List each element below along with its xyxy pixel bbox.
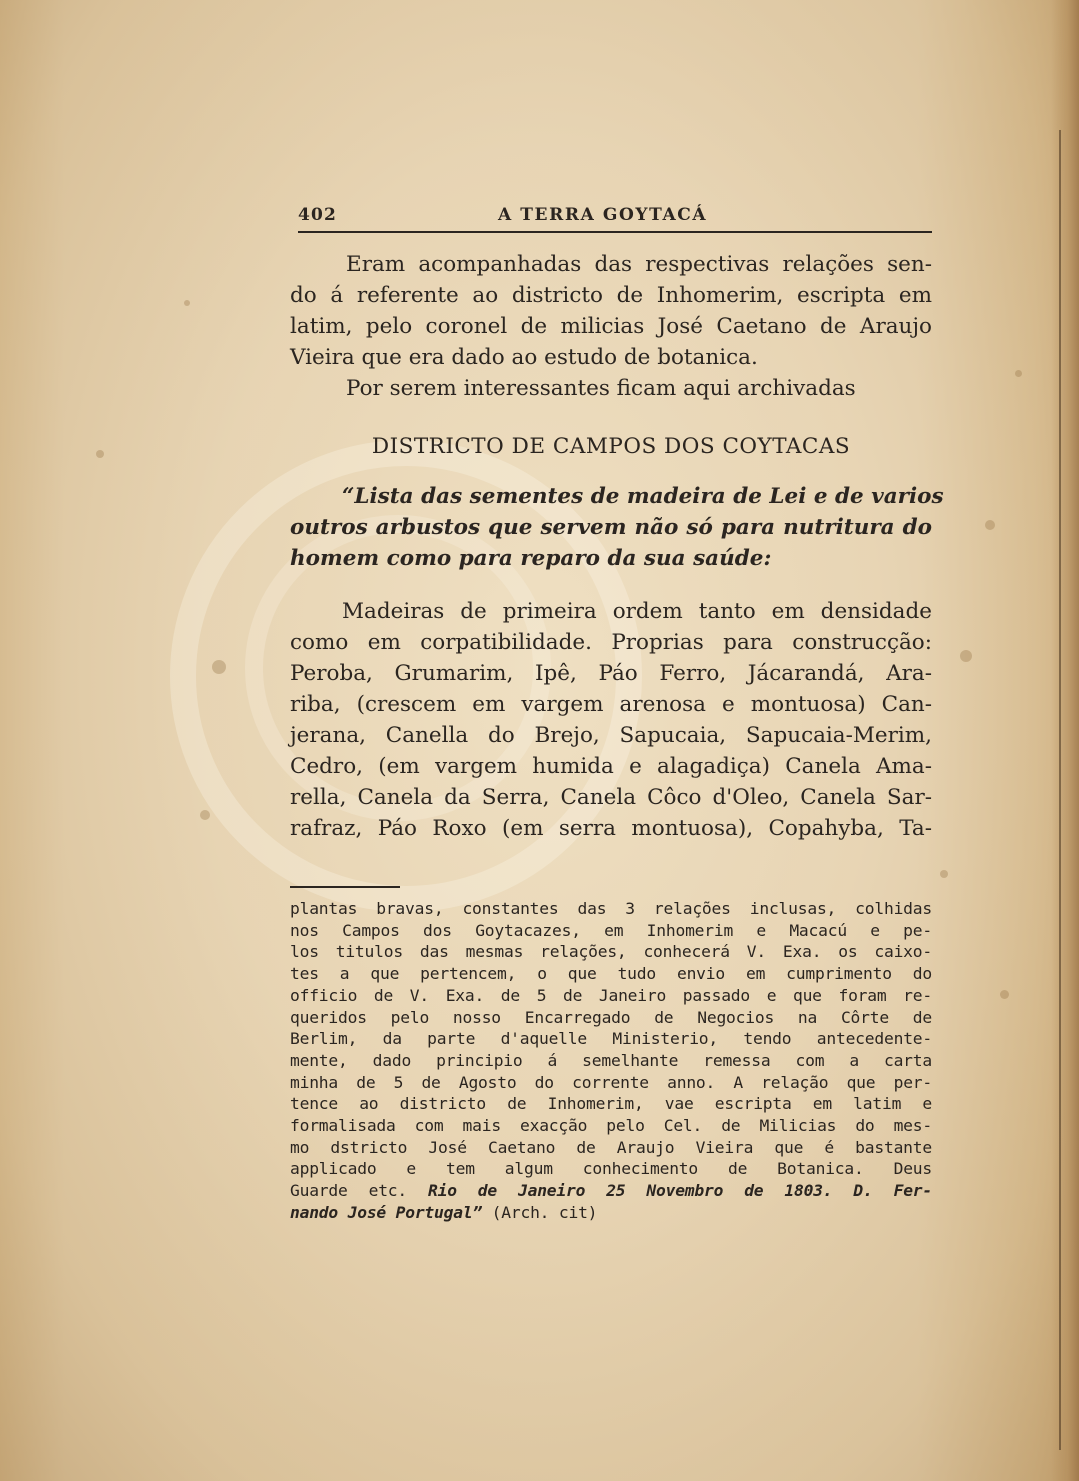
footnote-line: officio de V. Exa. de 5 de Janeiro passado e que foram re- — [290, 985, 932, 1005]
page-edge-line — [1059, 130, 1061, 1450]
footnote-line: plantas bravas, constantes das 3 relações inclusas, colhidas — [290, 899, 932, 918]
paragraph-timber-list — [290, 596, 932, 844]
footnote-line: nos Campos dos Goytacazes, em Inhomerim e Macacú e pe- — [290, 920, 932, 940]
text-line: rella, Canela da Serra, Canela Côco d'Oleo, Canela Sar- — [290, 785, 932, 810]
foxing-spot — [184, 300, 190, 306]
text-line: Por serem interessantes ficam aqui archivadas — [346, 376, 856, 401]
footnote — [290, 898, 932, 1224]
paragraph-intro — [290, 249, 932, 373]
footnote-line: Berlim, da parte d'aquelle Ministerio, tendo antecedente- — [290, 1029, 932, 1049]
section-heading: DISTRICTO DE CAMPOS DOS COYTACAS — [371, 434, 851, 459]
text-line: riba, (crescem em vargem arenosa e montuosa) Can- — [290, 692, 932, 717]
footnote-rule — [290, 886, 400, 888]
foxing-spot — [212, 660, 226, 674]
text-line: Madeiras de primeira ordem tanto em densidade — [342, 599, 932, 624]
footnote-line: los titulos das mesmas relações, conhecerá V. Exa. os caixo- — [290, 942, 932, 962]
text-line: Cedro, (em vargem humida e alagadiça) Canela Ama- — [290, 754, 932, 779]
foxing-spot — [985, 520, 995, 530]
foxing-spot — [960, 650, 972, 662]
text-line: outros arbustos que servem não só para nutritura do — [290, 515, 932, 540]
text-line: como em corpatibilidade. Proprias para construcção: — [290, 630, 932, 655]
footnote-line: tes a que pertencem, o que tudo envio em cumprimento do — [290, 964, 932, 984]
footnote-tail-prefix: Guarde etc. — [290, 1181, 408, 1201]
text-line: homem como para reparo da sua saúde: — [290, 546, 772, 571]
page-content — [290, 205, 944, 1224]
footnote-line: applicado e tem algum conhecimento de Botanica. Deus — [290, 1159, 932, 1179]
foxing-spot — [200, 810, 210, 820]
text-line: do á referente ao districto de Inhomerim, escripta em — [290, 283, 932, 308]
text-line: Vieira que era dado ao estudo de botanica. — [290, 345, 758, 370]
page-number: 402 — [298, 205, 338, 225]
foxing-spot — [1000, 990, 1009, 999]
footnote-line — [290, 1202, 932, 1224]
foxing-spot — [940, 870, 948, 878]
text-line: “Lista das sementes de madeira de Lei e de varios — [342, 484, 944, 509]
footnote-line: formalisada com mais exacção pelo Cel. de Milicias do mes- — [290, 1116, 932, 1136]
footnote-tail-italic-1: Rio de Janeiro 25 Novembro de 1803. D. Fer- — [428, 1181, 932, 1201]
foxing-spot — [1015, 370, 1022, 377]
text-line: latim, pelo coronel de milicias José Caetano de Araujo — [290, 314, 932, 339]
footnote-line — [290, 1180, 932, 1202]
footnote-tail-italic-2: nando José Portugal” — [290, 1202, 483, 1222]
page-edge-shadow — [1051, 0, 1079, 1481]
running-title: A TERRA GOYTACÁ — [498, 205, 708, 225]
footnote-line: queridos pelo nosso Encarregado de Negocios na Côrte de — [290, 1007, 932, 1027]
text-line: jerana, Canella do Brejo, Sapucaia, Sapucaia-Merim, — [290, 723, 932, 748]
text-line: Peroba, Grumarim, Ipê, Páo Ferro, Jácarandá, Ara- — [290, 661, 932, 686]
text-line: rafraz, Páo Roxo (em serra montuosa), Copahyba, Ta- — [290, 816, 932, 841]
foxing-spot — [96, 450, 104, 458]
footnote-line: mente, dado principio á semelhante remessa com a carta — [290, 1050, 932, 1070]
footnote-line: minha de 5 de Agosto do corrente anno. A relação que per- — [290, 1072, 932, 1092]
footnote-tail-suffix: (Arch. cit) — [491, 1202, 598, 1222]
paragraph-archived — [290, 373, 932, 404]
text-line: Eram acompanhadas das respectivas relações sen- — [346, 252, 932, 277]
footnote-line: mo dstricto José Caetano de Araujo Vieira que é bastante — [290, 1137, 932, 1157]
page-header — [298, 205, 932, 233]
quote-intro — [290, 481, 944, 574]
footnote-line: tence ao districto de Inhomerim, vae escripta em latim e — [290, 1094, 932, 1114]
